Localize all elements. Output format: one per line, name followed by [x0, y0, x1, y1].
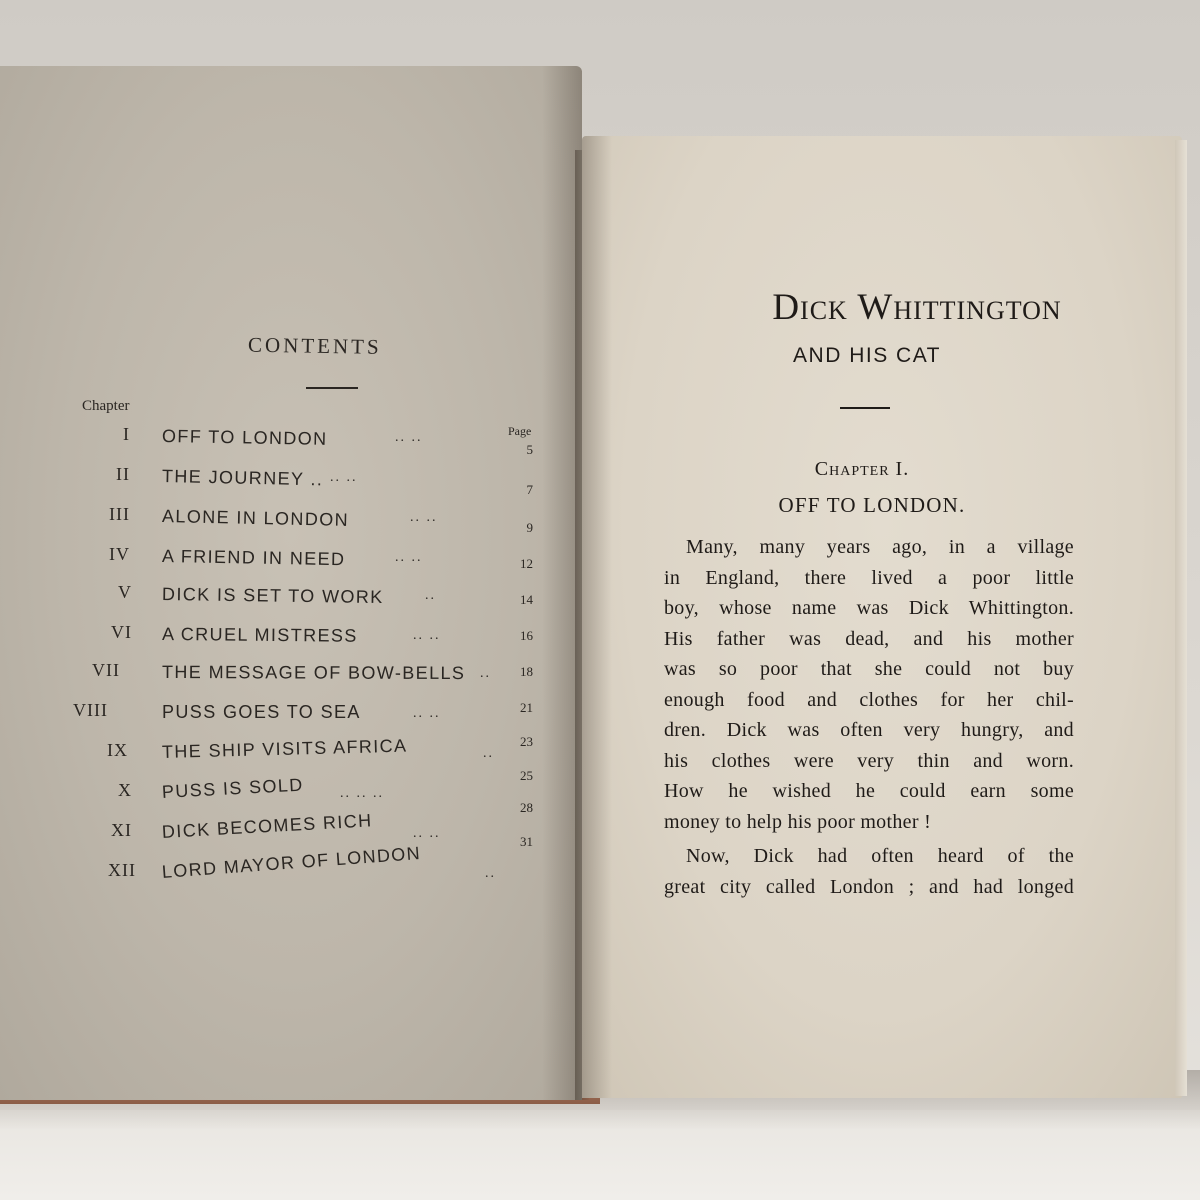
toc-chapter-number: VII	[92, 660, 120, 680]
title-rule	[840, 407, 890, 409]
toc-chapter-title: THE MESSAGE OF BOW-BELLS	[161, 662, 466, 684]
toc-chapter-title: ALONE IN LONDON	[161, 506, 350, 530]
toc-leader-dots: ..	[485, 866, 496, 881]
text-line: How he wished he could earn some	[664, 780, 1074, 802]
toc-chapter-number: IV	[109, 544, 130, 564]
left-page	[0, 66, 582, 1100]
toc-entry	[0, 768, 560, 806]
toc-leader-dots: .. ..	[395, 550, 423, 565]
text-line: Many, many years ago, in a village	[686, 536, 1074, 558]
toc-chapter-number: I	[123, 424, 130, 444]
text-line: Now, Dick had often heard of the	[686, 845, 1074, 867]
toc-entry	[0, 700, 560, 726]
toc-entry	[0, 660, 560, 686]
toc-page-number: 23	[520, 734, 533, 749]
toc-leader-dots: .. ..	[413, 706, 441, 721]
toc-page-number: 21	[520, 700, 533, 715]
toc-entry	[0, 544, 560, 570]
toc-chapter-title: THE SHIP VISITS AFRICA	[161, 735, 408, 762]
chapter-name: OFF TO LONDON.	[778, 493, 966, 517]
toc-chapter-title: DICK BECOMES RICH	[161, 810, 374, 842]
toc-chapter-title: OFF TO LONDON	[161, 426, 328, 449]
toc-entry	[0, 504, 560, 535]
toc-leader-dots: ..	[480, 666, 491, 681]
toc-chapter-number: XII	[108, 860, 136, 880]
toc-page-number: 7	[526, 482, 533, 497]
toc-chapter-number: II	[116, 464, 130, 484]
toc-chapter-title: PUSS GOES TO SEA	[162, 702, 361, 722]
text-line: his clothes were very thin and worn.	[664, 749, 1074, 772]
toc-chapter-number: V	[118, 582, 132, 602]
toc-entry	[0, 800, 560, 846]
contents-title: CONTENTS	[247, 332, 382, 359]
toc-page-number: 28	[520, 800, 533, 815]
toc-chapter-number: III	[109, 504, 130, 524]
toc-leader-dots: .. ..	[395, 430, 423, 445]
contents-rule	[306, 387, 358, 389]
toc-page-number: 5	[526, 442, 533, 457]
toc-page-number: 16	[520, 628, 533, 643]
toc-chapter-title: A CRUEL MISTRESS	[161, 624, 358, 646]
text-line: money to help his poor mother !	[664, 810, 932, 833]
page-edges	[1175, 140, 1187, 1096]
toc-entry	[0, 582, 560, 608]
chapter-column-header: Chapter	[82, 398, 130, 414]
toc-leader-dots: .. ..	[330, 470, 358, 485]
toc-chapter-number: XI	[111, 820, 132, 840]
toc-entry	[0, 734, 560, 766]
text-line: in England, there lived a poor little	[664, 566, 1074, 589]
page-column-header: Page	[508, 424, 532, 438]
chapter-body-text	[664, 532, 1074, 902]
toc-chapter-title: DICK IS SET TO WORK	[161, 584, 384, 608]
toc-page-number: 14	[520, 592, 533, 607]
toc-leader-dots: .. ..	[413, 826, 441, 841]
toc-entry	[0, 834, 560, 886]
text-line: great city called London ; and had longed	[664, 875, 1074, 898]
toc-leader-dots: ..	[483, 746, 494, 761]
toc-page-number: 31	[520, 834, 533, 849]
toc-page-number: 25	[520, 768, 533, 783]
toc-page-number: 18	[520, 664, 533, 679]
toc-chapter-title: THE JOURNEY ..	[161, 466, 324, 490]
text-line: dren. Dick was often very hungry, and	[664, 719, 1074, 741]
toc-chapter-number: VIII	[73, 700, 108, 720]
toc-entry	[0, 622, 560, 648]
text-line: His father was dead, and his mother	[664, 627, 1074, 650]
toc-chapter-number: X	[118, 780, 132, 800]
text-line: boy, whose name was Dick Whittington.	[664, 597, 1074, 619]
toc-leader-dots: .. ..	[413, 628, 441, 643]
book-title: Dick Whittington	[772, 287, 1062, 328]
toc-chapter-title: A FRIEND IN NEED	[161, 546, 346, 570]
text-line: was so poor that she could not buy	[664, 658, 1074, 680]
book-subtitle: AND HIS CAT	[793, 344, 941, 367]
toc-entry	[0, 424, 560, 457]
toc-chapter-number: VI	[111, 622, 132, 642]
toc-leader-dots: .. .. ..	[340, 786, 384, 801]
toc-chapter-number: IX	[107, 740, 128, 760]
toc-page-number: 9	[526, 520, 533, 535]
chapter-label: Chapter I.	[814, 458, 910, 480]
toc-chapter-title: PUSS IS SOLD	[161, 774, 305, 802]
toc-leader-dots: .. ..	[410, 510, 438, 525]
toc-leader-dots: ..	[425, 588, 436, 603]
text-line: enough food and clothes for her chil-	[664, 688, 1074, 711]
toc-page-number: 12	[520, 556, 533, 571]
right-page	[582, 136, 1182, 1098]
toc-chapter-title: LORD MAYOR OF LONDON	[161, 843, 422, 882]
toc-entry	[0, 464, 560, 497]
